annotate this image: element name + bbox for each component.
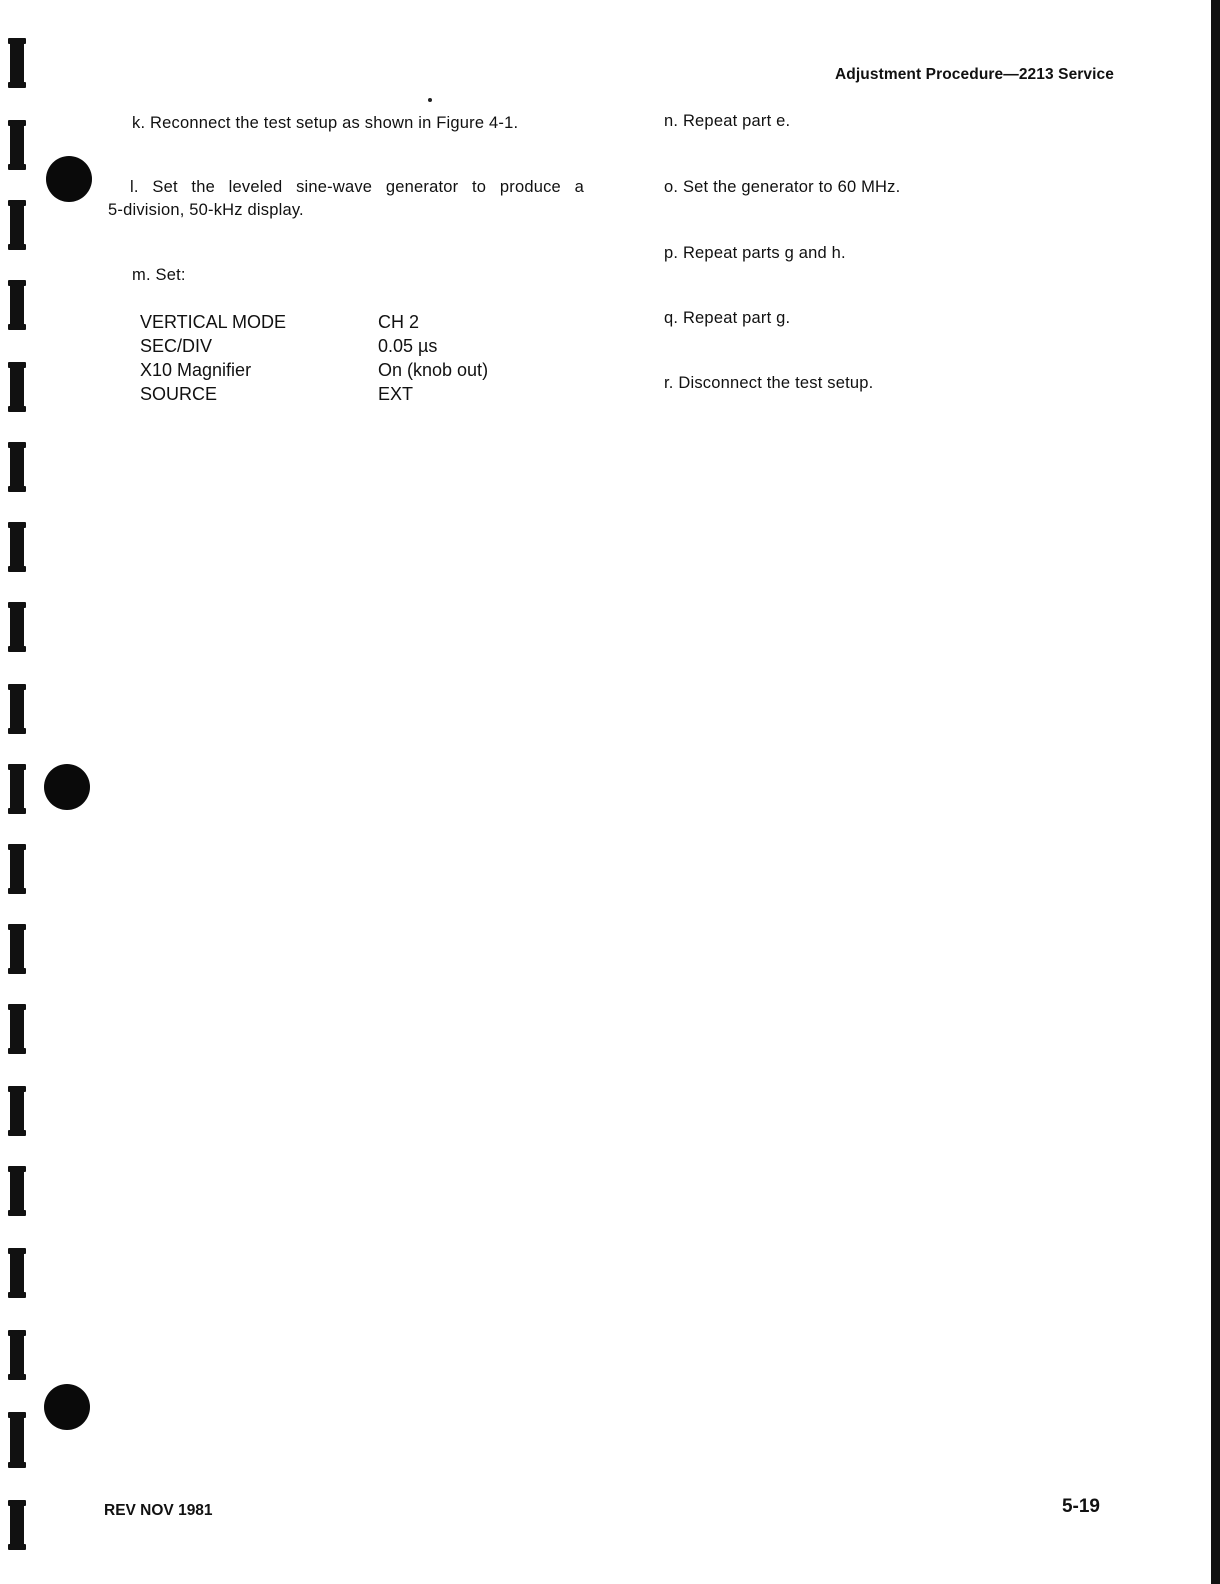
punch-hole <box>46 156 92 202</box>
step-o: o. Set the generator to 60 MHz. <box>664 178 901 196</box>
binder-bar <box>10 280 24 330</box>
binder-bar <box>10 362 24 412</box>
binder-bar <box>10 1248 24 1298</box>
step-r: r. Disconnect the test setup. <box>664 374 874 392</box>
setting-name: X10 Magnifier <box>140 360 252 380</box>
revision-date: REV NOV 1981 <box>104 1502 213 1519</box>
binder-bar <box>10 522 24 572</box>
setting-name: VERTICAL MODE <box>140 312 287 332</box>
binder-bar <box>10 1004 24 1054</box>
settings-table <box>140 310 560 406</box>
settings-row <box>140 310 560 334</box>
step-n: n. Repeat part e. <box>664 112 791 130</box>
settings-row <box>140 358 560 382</box>
binder-bar <box>10 442 24 492</box>
setting-name: SEC/DIV <box>140 336 213 356</box>
binder-bar <box>10 38 24 88</box>
settings-row <box>140 334 560 358</box>
setting-name: SOURCE <box>140 384 218 404</box>
settings-row <box>140 382 560 406</box>
binder-bar <box>10 1086 24 1136</box>
binder-bar <box>10 602 24 652</box>
step-p: p. Repeat parts g and h. <box>664 244 846 262</box>
step-q: q. Repeat part g. <box>664 309 791 327</box>
binder-bar <box>10 1166 24 1216</box>
binder-bar <box>10 120 24 170</box>
punch-hole <box>44 1384 90 1430</box>
binder-bar <box>10 1500 24 1550</box>
page-edge-shadow <box>1211 0 1220 1584</box>
step-m: m. Set: <box>132 266 186 284</box>
binder-bar <box>10 924 24 974</box>
setting-value: On (knob out) <box>378 360 489 380</box>
binder-bar <box>10 764 24 814</box>
binder-bar <box>10 1412 24 1468</box>
binder-bar <box>10 684 24 734</box>
page-header-title: Adjustment Procedure—2213 Service <box>835 66 1114 83</box>
punch-hole <box>44 764 90 810</box>
binder-bar <box>10 844 24 894</box>
setting-value: CH 2 <box>378 312 420 332</box>
page-number: 5-19 <box>1061 1496 1100 1517</box>
setting-value: EXT <box>378 384 414 404</box>
binder-bar <box>10 200 24 250</box>
step-l-line1: l. Set the leveled sine-wave generator to produce a <box>130 178 584 196</box>
step-k: k. Reconnect the test setup as shown in Figure 4-1. <box>132 114 519 132</box>
step-l-line2: 5-division, 50-kHz display. <box>108 201 304 219</box>
setting-value: 0.05 µs <box>378 336 438 356</box>
binder-bar <box>10 1330 24 1380</box>
print-speck <box>428 98 432 102</box>
